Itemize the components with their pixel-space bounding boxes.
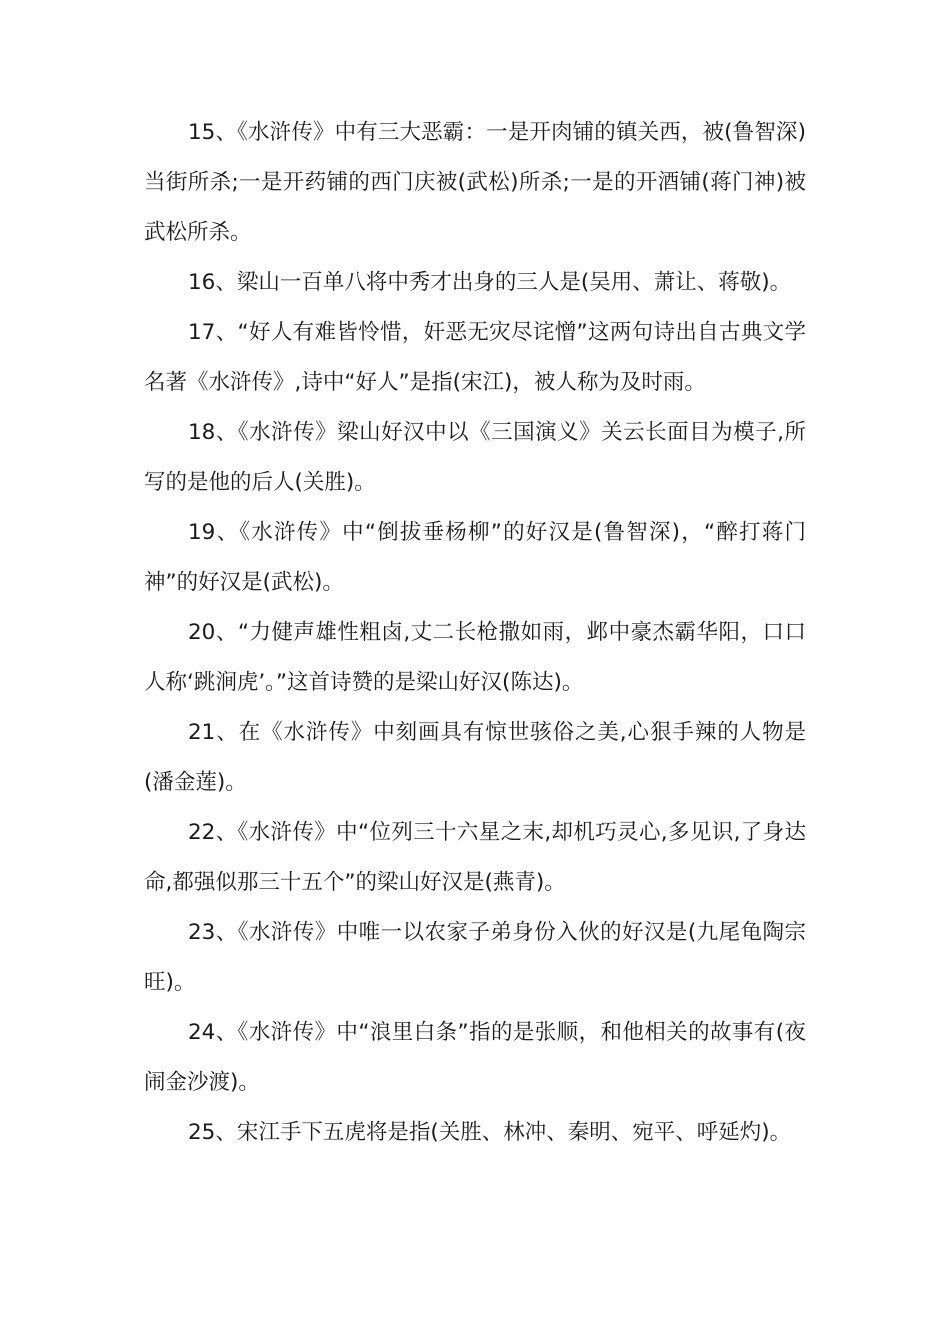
quiz-item-17: 17、“好人有难皆怜惜，奸恶无灾尽诧憎”这两句诗出自古典文学名著《水浒传》,诗中“好人”是指(宋江)，被人称为及时雨。 xyxy=(144,320,806,395)
document-body xyxy=(144,108,806,1158)
quiz-item-21: 21、在《水浒传》中刻画具有惊世骇俗之美,心狠手辣的人物是(潘金莲)。 xyxy=(144,720,806,795)
quiz-item-18: 18、《水浒传》梁山好汉中以《三国演义》关云长面目为模子,所写的是他的后人(关胜)。 xyxy=(144,420,806,495)
quiz-item-23: 23、《水浒传》中唯一以农家子弟身份入伙的好汉是(九尾龟陶宗旺)。 xyxy=(144,920,806,995)
quiz-item-24: 24、《水浒传》中“浪里白条”指的是张顺，和他相关的故事有(夜闹金沙渡)。 xyxy=(144,1020,806,1095)
quiz-item-19: 19、《水浒传》中“倒拔垂杨柳”的好汉是(鲁智深)，“醉打蒋门神”的好汉是(武松)。 xyxy=(144,520,806,595)
quiz-item-25: 25、宋江手下五虎将是指(关胜、林冲、秦明、宛平、呼延灼)。 xyxy=(188,1120,792,1145)
quiz-item-16: 16、梁山一百单八将中秀才出身的三人是(吴用、萧让、蒋敬)。 xyxy=(188,270,792,295)
quiz-item-20: 20、“力健声雄性粗卤,丈二长枪撒如雨，邺中豪杰霸华阳，口口人称‘跳涧虎’。”这首诗赞的是梁山好汉(陈达)。 xyxy=(144,620,806,695)
quiz-item-22: 22、《水浒传》中“位列三十六星之末,却机巧灵心,多见识,了身达命,都强似那三十五个”的梁山好汉是(燕青)。 xyxy=(144,820,806,895)
quiz-item-15: 15、《水浒传》中有三大恶霸：一是开肉铺的镇关西，被(鲁智深)当街所杀;一是开药铺的西门庆被(武松)所杀;一是的开酒铺(蒋门神)被武松所杀。 xyxy=(144,120,806,245)
